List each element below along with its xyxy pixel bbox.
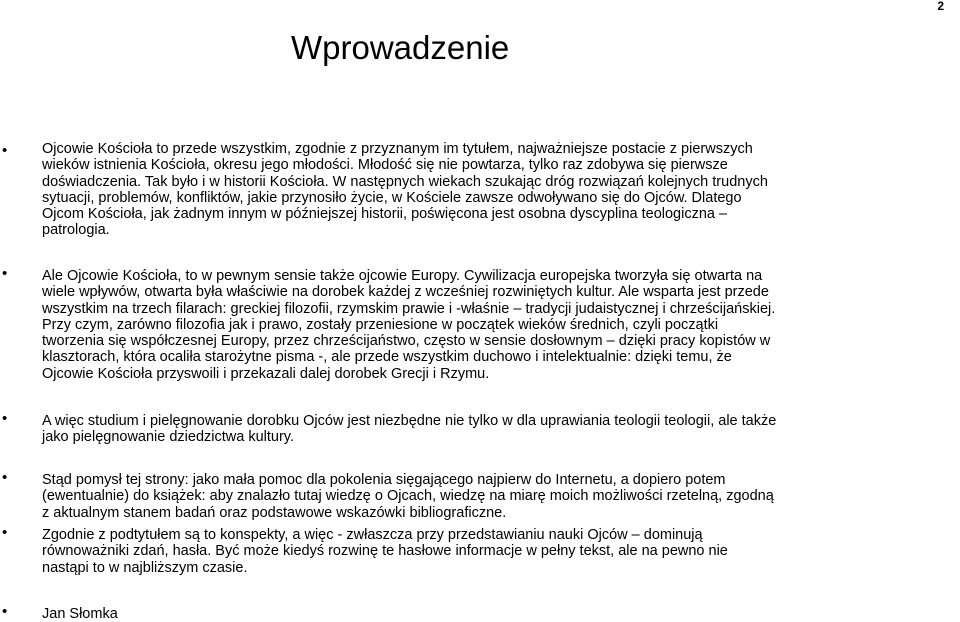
list-item-bullet: •: [2, 603, 8, 620]
list-item: Stąd pomysł tej strony: jako mała pomoc dla pokolenia sięgającego najpierw do Internetu, a dopiero potem (ewentualnie) do książek: aby znalazło tutaj wiedzę o Ojcach, wiedzę na miarę moich możliwości rzetelną, zgodną z aktualnym stanem badań oraz podstawowe wskazówki bibliograficzne.: [42, 472, 774, 521]
list-item-bullet: •: [2, 469, 8, 486]
list-item: Ojcowie Kościoła to przede wszystkim, zgodnie z przyznanym im tytułem, najważniejsze postacie z pierwszych wieków istnienia Kościoła, okresu jego młodości. Młodość się nie powtarza, tylko raz zdobywa się pierwsze doświadczenia. Tak było i w historii Kościoła. W następnych wiekach szukając dróg rozwiązań kolejnych trudnych sytuacji, problemów, konfliktów, jakie przynosiło życie, w Kościele zawsze odwoływano się do Ojców. Dlatego Ojcom Kościoła, jak żadnym innym w późniejszej historii, poświęcona jest osobna dyscyplina teologiczna – patrologia.: [42, 141, 768, 239]
author-name: Jan Słomka: [42, 606, 118, 622]
list-item-bullet: •: [2, 265, 8, 282]
page-title: Wprowadzenie: [291, 29, 510, 66]
list-item-bullet: •: [2, 524, 8, 541]
list-item: Zgodnie z podtytułem są to konspekty, a więc - zwłaszcza przy przedstawianiu nauki Ojców – dominują równoważniki zdań, hasła. Być może kiedyś rozwinę te hasłowe informacje w pełny tekst, ale na pewno nie nastąpi to w najbliższym czasie.: [42, 527, 728, 576]
list-item: A więc studium i pielęgnowanie dorobku Ojców jest niezbędne nie tylko w dla uprawiania teologii teologii, ale także jako pielęgnowanie dziedzictwa kultury.: [42, 413, 777, 446]
page-number: 2: [937, 0, 944, 13]
list-item-bullet: •: [2, 142, 8, 159]
list-item: Ale Ojcowie Kościoła, to w pewnym sensie także ojcowie Europy. Cywilizacja europejska tworzyła się otwarta na wiele wpływów, otwarta była właściwie na dorobek każdej z wcześniej rozwiniętych kultur. Ale wsparta jest przede wszystkim na trzech filarach: greckiej filozofii, rzymskim prawie i -właśnie – tradycji judaistycznej i chrześcijańskiej. Przy czym, zarówno filozofia jak i prawo, zostały przeniesione w początek wieków średnich, czyli początki tworzenia się współczesnej Europy, przez chrześcijaństwo, często w sensie dosłownym – dzięki pracy kopistów w klasztorach, która ocaliła starożytne pisma -, ale przede wszystkim duchowo i intelektualnie: dzięki temu, że Ojcowie Kościoła przyswoili i przekazali dalej dorobek Grecji i Rzymu.: [42, 268, 776, 382]
list-item-bullet: •: [2, 410, 8, 427]
